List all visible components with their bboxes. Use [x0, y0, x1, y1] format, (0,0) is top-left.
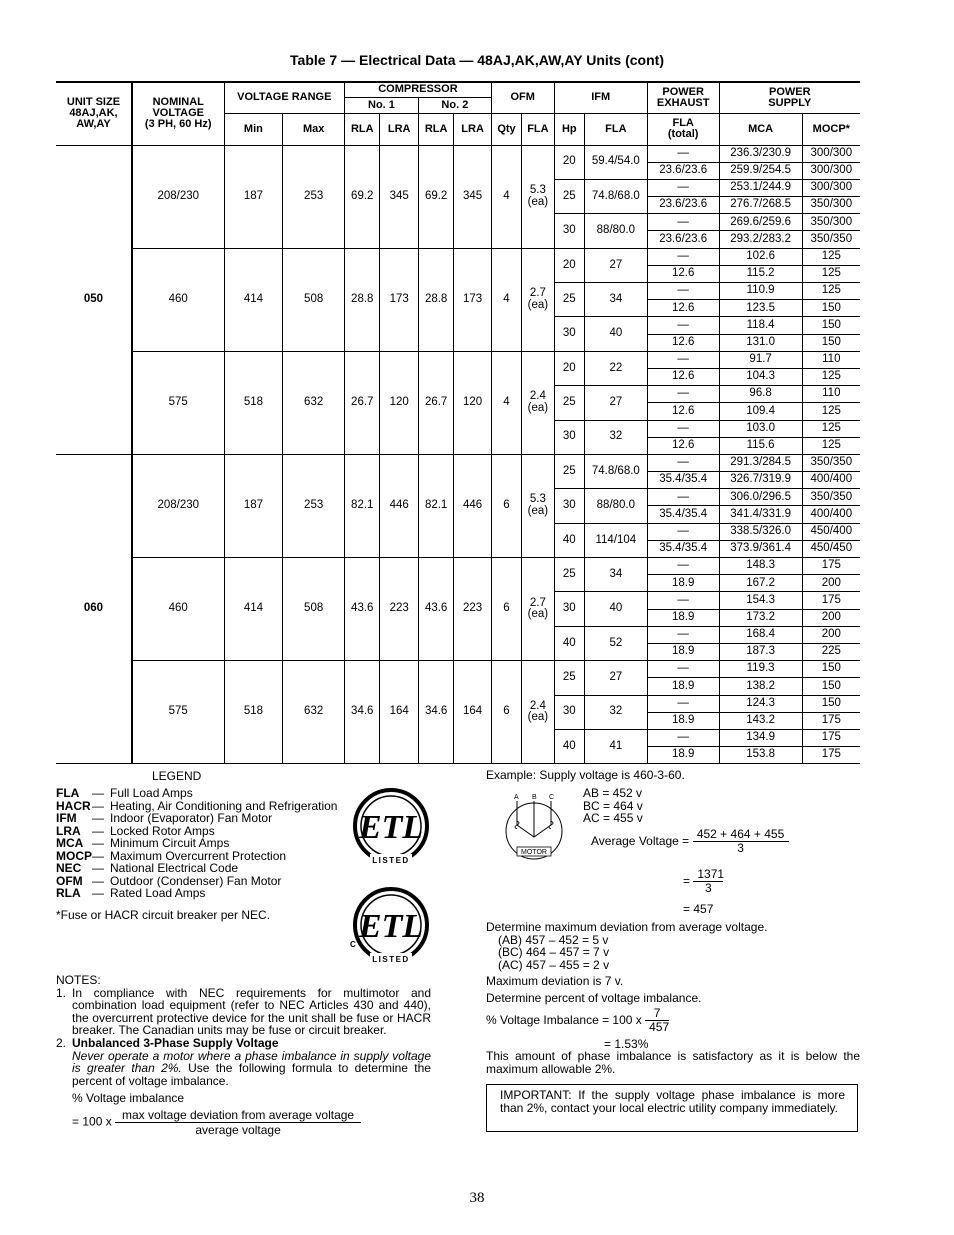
- mca-cell: 341.4/331.9: [719, 506, 802, 523]
- header-qty: Qty: [491, 113, 521, 145]
- compressor2-rla-cell: 34.6: [418, 661, 453, 764]
- power-exhaust-fla-cell: 35.4/35.4: [647, 506, 719, 523]
- compressor1-lra-cell: 164: [380, 661, 418, 764]
- mocp-cell: 175: [802, 747, 860, 764]
- notes: [56, 974, 431, 1087]
- power-exhaust-fla-cell: —: [647, 729, 719, 746]
- average-voltage-formula: Average Voltage = $\frac{452 + 464 + 455}{3}$: [591, 828, 789, 854]
- compressor1-rla-cell: 34.6: [345, 661, 380, 764]
- power-exhaust-fla-cell: —: [647, 626, 719, 643]
- header-nominal-voltage: NOMINAL VOLTAGE (3 PH, 60 Hz): [132, 82, 224, 145]
- ifm-fla-cell: 27: [584, 661, 647, 695]
- ofm-qty-cell: 4: [491, 351, 521, 454]
- percent-result: = 1.53%: [604, 1037, 649, 1051]
- mocp-cell: 125: [802, 265, 860, 282]
- ifm-hp-cell: 25: [554, 386, 584, 420]
- voltage-max-cell: 253: [283, 145, 345, 248]
- mocp-cell: 125: [802, 283, 860, 300]
- nominal-voltage-cell: 208/230: [132, 145, 224, 248]
- power-exhaust-fla-cell: —: [647, 248, 719, 265]
- legend-item: HACR — Heating, Air Conditioning and Refrigeration: [56, 798, 338, 813]
- mocp-cell: 150: [802, 300, 860, 317]
- mca-cell: 269.6/259.6: [719, 214, 802, 231]
- ifm-fla-cell: 114/104: [584, 523, 647, 557]
- compressor2-lra-cell: 223: [454, 558, 491, 661]
- legend-item: RLA — Rated Load Amps: [56, 886, 206, 900]
- voltage-max-cell: 632: [283, 661, 345, 764]
- motor-diagram: [503, 791, 573, 866]
- mocp-cell: 110: [802, 351, 860, 368]
- ifm-hp-cell: 40: [554, 523, 584, 557]
- voltage-min-cell: 414: [224, 558, 283, 661]
- max-deviation: Maximum deviation is 7 v.: [486, 974, 624, 988]
- unit-size-cell: 050: [56, 145, 132, 454]
- mca-cell: 291.3/284.5: [719, 454, 802, 471]
- power-exhaust-fla-cell: —: [647, 317, 719, 334]
- mca-cell: 109.4: [719, 403, 802, 420]
- legend-item: LRA — Locked Rotor Amps: [56, 823, 215, 838]
- ofm-fla-cell: 5.3 (ea): [522, 454, 554, 557]
- mca-cell: 154.3: [719, 592, 802, 609]
- ifm-hp-cell: 25: [554, 179, 584, 213]
- phase-voltages: AB = 452 v BC = 464 v AC = 455 v: [583, 786, 643, 826]
- power-exhaust-fla-cell: —: [647, 283, 719, 300]
- compressor1-rla-cell: 82.1: [345, 454, 380, 557]
- table-row: [56, 351, 860, 368]
- mca-cell: 168.4: [719, 626, 802, 643]
- header-voltage-range: VOLTAGE RANGE: [224, 82, 344, 113]
- imbalance-formula: = 100 x $\frac{\text{max voltage deviation from average voltage}}{\text{average voltage}}$: [72, 1108, 361, 1137]
- etl-c-listed-logo: [342, 887, 434, 974]
- mocp-cell: 350/350: [802, 231, 860, 248]
- svg-text:ETL: ETL: [358, 908, 424, 945]
- mca-cell: 96.8: [719, 386, 802, 403]
- mocp-cell: 150: [802, 678, 860, 695]
- compressor2-rla-cell: 26.7: [418, 351, 453, 454]
- ofm-fla-cell: 2.7 (ea): [522, 558, 554, 661]
- ifm-hp-cell: 30: [554, 489, 584, 523]
- table-title: Table 7 — Electrical Data — 48AJ,AK,AW,AY Units (cont): [290, 52, 664, 68]
- compressor2-rla-cell: 28.8: [418, 248, 453, 351]
- ifm-hp-cell: 30: [554, 317, 584, 351]
- mocp-cell: 150: [802, 334, 860, 351]
- ifm-hp-cell: 40: [554, 729, 584, 763]
- mocp-cell: 300/300: [802, 145, 860, 162]
- ifm-hp-cell: 30: [554, 695, 584, 729]
- ifm-fla-cell: 40: [584, 317, 647, 351]
- mocp-cell: 300/300: [802, 162, 860, 179]
- mca-cell: 259.9/254.5: [719, 162, 802, 179]
- electrical-data-table: [56, 81, 860, 764]
- ofm-fla-cell: 2.7 (ea): [522, 248, 554, 351]
- mca-cell: 326.7/319.9: [719, 472, 802, 489]
- ifm-fla-cell: 40: [584, 592, 647, 626]
- example-intro: Example: Supply voltage is 460-3-60.: [486, 768, 685, 782]
- ifm-fla-cell: 27: [584, 248, 647, 282]
- mca-cell: 103.0: [719, 420, 802, 437]
- header-min: Min: [224, 113, 283, 145]
- table-body: [56, 145, 860, 764]
- svg-text:MOTOR: MOTOR: [521, 849, 547, 856]
- voltage-min-cell: 518: [224, 661, 283, 764]
- power-exhaust-fla-cell: —: [647, 214, 719, 231]
- mca-cell: 124.3: [719, 695, 802, 712]
- mocp-cell: 400/400: [802, 472, 860, 489]
- power-exhaust-fla-cell: 12.6: [647, 334, 719, 351]
- ifm-fla-cell: 27: [584, 386, 647, 420]
- header-mocp: MOCP*: [802, 113, 860, 145]
- header-rla2: RLA: [418, 113, 453, 145]
- mca-cell: 187.3: [719, 643, 802, 660]
- power-exhaust-fla-cell: —: [647, 179, 719, 196]
- mca-cell: 306.0/296.5: [719, 489, 802, 506]
- notes-title: NOTES:: [56, 973, 101, 987]
- compressor2-lra-cell: 173: [454, 248, 491, 351]
- ifm-fla-cell: 74.8/68.0: [584, 179, 647, 213]
- power-exhaust-fla-cell: 18.9: [647, 575, 719, 592]
- legend-item: MOCP — Maximum Overcurrent Protection: [56, 848, 287, 863]
- power-exhaust-fla-cell: 35.4/35.4: [647, 472, 719, 489]
- mocp-cell: 125: [802, 403, 860, 420]
- mocp-cell: 150: [802, 317, 860, 334]
- power-exhaust-fla-cell: 12.6: [647, 368, 719, 385]
- power-exhaust-fla-cell: —: [647, 145, 719, 162]
- power-exhaust-fla-cell: 18.9: [647, 747, 719, 764]
- header-compressor-no2: No. 2: [418, 97, 491, 113]
- compressor1-rla-cell: 43.6: [345, 558, 380, 661]
- mocp-cell: 350/350: [802, 489, 860, 506]
- header-rla1: RLA: [345, 113, 380, 145]
- percent-title: Determine percent of voltage imbalance.: [486, 991, 702, 1005]
- mocp-cell: 175: [802, 558, 860, 575]
- mca-cell: 253.1/244.9: [719, 179, 802, 196]
- svg-text:C: C: [350, 940, 356, 949]
- svg-text:LISTED: LISTED: [372, 856, 410, 865]
- ifm-hp-cell: 40: [554, 626, 584, 660]
- mca-cell: 276.7/268.5: [719, 197, 802, 214]
- compressor2-lra-cell: 164: [454, 661, 491, 764]
- svg-text:A: A: [514, 794, 519, 801]
- power-exhaust-fla-cell: —: [647, 661, 719, 678]
- mca-cell: 134.9: [719, 729, 802, 746]
- compressor1-lra-cell: 446: [380, 454, 418, 557]
- svg-text:C: C: [549, 794, 555, 801]
- power-exhaust-fla-cell: 23.6/23.6: [647, 162, 719, 179]
- ifm-fla-cell: 32: [584, 695, 647, 729]
- legend-title: LEGEND: [152, 769, 202, 783]
- ifm-hp-cell: 25: [554, 454, 584, 488]
- compressor2-rla-cell: 43.6: [418, 558, 453, 661]
- mocp-cell: 350/300: [802, 214, 860, 231]
- mocp-cell: 350/300: [802, 197, 860, 214]
- ofm-qty-cell: 6: [491, 454, 521, 557]
- power-exhaust-fla-cell: 35.4/35.4: [647, 540, 719, 557]
- power-exhaust-fla-cell: —: [647, 351, 719, 368]
- mca-cell: 118.4: [719, 317, 802, 334]
- power-exhaust-fla-cell: —: [647, 454, 719, 471]
- ifm-hp-cell: 25: [554, 558, 584, 592]
- note-1: 1. In compliance with NEC requirements for multimotor and combination load equipment (refer to NEC Articles 430 and 440), the overcurrent protective device for the unit shall be fuse or HACR breaker. The Canadian units may be fuse or circuit breaker.: [56, 985, 431, 1038]
- mca-cell: 138.2: [719, 678, 802, 695]
- voltage-max-cell: 632: [283, 351, 345, 454]
- ofm-qty-cell: 6: [491, 661, 521, 764]
- power-exhaust-fla-cell: —: [647, 386, 719, 403]
- ifm-fla-cell: 34: [584, 283, 647, 317]
- ifm-hp-cell: 20: [554, 351, 584, 385]
- header-compressor: COMPRESSOR: [345, 82, 492, 97]
- mocp-cell: 125: [802, 420, 860, 437]
- mca-cell: 110.9: [719, 283, 802, 300]
- unit-size-cell: 060: [56, 454, 132, 763]
- mca-cell: 102.6: [719, 248, 802, 265]
- ofm-fla-cell: 2.4 (ea): [522, 351, 554, 454]
- average-voltage-step2: = $\frac{1371}{3}$: [683, 867, 725, 895]
- mca-cell: 143.2: [719, 712, 802, 729]
- mca-cell: 153.8: [719, 747, 802, 764]
- mocp-cell: 200: [802, 626, 860, 643]
- ofm-fla-cell: 2.4 (ea): [522, 661, 554, 764]
- voltage-min-cell: 187: [224, 454, 283, 557]
- page-number: 38: [469, 1190, 485, 1206]
- header-ofm-fla: FLA: [522, 113, 554, 145]
- legend-item: OFM — Outdoor (Condenser) Fan Motor: [56, 873, 282, 888]
- mca-cell: 131.0: [719, 334, 802, 351]
- mocp-cell: 450/400: [802, 523, 860, 540]
- footnote: *Fuse or HACR circuit breaker per NEC.: [56, 908, 271, 922]
- power-exhaust-fla-cell: 18.9: [647, 712, 719, 729]
- ifm-hp-cell: 30: [554, 214, 584, 248]
- table-row: [56, 248, 860, 265]
- mocp-cell: 110: [802, 386, 860, 403]
- table-row: [56, 454, 860, 471]
- ifm-fla-cell: 74.8/68.0: [584, 454, 647, 488]
- mca-cell: 91.7: [719, 351, 802, 368]
- compressor2-rla-cell: 82.1: [418, 454, 453, 557]
- conclusion: This amount of phase imbalance is satisfactory as it is below the maximum allowable 2%.: [486, 1049, 860, 1076]
- header-hp: Hp: [554, 113, 584, 145]
- ofm-qty-cell: 4: [491, 145, 521, 248]
- mca-cell: 373.9/361.4: [719, 540, 802, 557]
- etl-listed-logo: [350, 786, 432, 875]
- ifm-fla-cell: 34: [584, 558, 647, 592]
- power-exhaust-fla-cell: 18.9: [647, 643, 719, 660]
- mca-cell: 293.2/283.2: [719, 231, 802, 248]
- power-exhaust-fla-cell: 18.9: [647, 609, 719, 626]
- header-max: Max: [283, 113, 345, 145]
- ifm-hp-cell: 25: [554, 661, 584, 695]
- mca-cell: 115.6: [719, 437, 802, 454]
- mca-cell: 338.5/326.0: [719, 523, 802, 540]
- important-note: IMPORTANT: If the supply voltage phase imbalance is more than 2%, contact your local electric utility company immediately.: [486, 1084, 858, 1132]
- svg-text:B: B: [532, 794, 537, 801]
- pct-imbalance-label: % Voltage imbalance: [72, 1091, 185, 1105]
- mca-cell: 119.3: [719, 661, 802, 678]
- nominal-voltage-cell: 575: [132, 661, 224, 764]
- header-ofm: OFM: [491, 82, 554, 113]
- ifm-fla-cell: 88/80.0: [584, 489, 647, 523]
- ifm-hp-cell: 25: [554, 283, 584, 317]
- compressor2-lra-cell: 120: [454, 351, 491, 454]
- ifm-fla-cell: 22: [584, 351, 647, 385]
- ifm-hp-cell: 30: [554, 420, 584, 454]
- power-exhaust-fla-cell: 23.6/23.6: [647, 197, 719, 214]
- header-lra1: LRA: [380, 113, 418, 145]
- compressor2-lra-cell: 345: [454, 145, 491, 248]
- voltage-min-cell: 414: [224, 248, 283, 351]
- percent-formula: % Voltage Imbalance = 100 x $\frac{7}{457}$: [486, 1006, 670, 1034]
- power-exhaust-fla-cell: 18.9: [647, 678, 719, 695]
- header-mca: MCA: [719, 113, 802, 145]
- mca-cell: 115.2: [719, 265, 802, 282]
- power-exhaust-fla-cell: —: [647, 523, 719, 540]
- ifm-hp-cell: 30: [554, 592, 584, 626]
- ifm-fla-cell: 88/80.0: [584, 214, 647, 248]
- mocp-cell: 150: [802, 661, 860, 678]
- ifm-fla-cell: 52: [584, 626, 647, 660]
- mocp-cell: 225: [802, 643, 860, 660]
- mocp-cell: 300/300: [802, 179, 860, 196]
- mca-cell: 104.3: [719, 368, 802, 385]
- voltage-min-cell: 187: [224, 145, 283, 248]
- mocp-cell: 200: [802, 609, 860, 626]
- ofm-qty-cell: 6: [491, 558, 521, 661]
- compressor1-lra-cell: 345: [380, 145, 418, 248]
- mocp-cell: 450/450: [802, 540, 860, 557]
- mocp-cell: 200: [802, 575, 860, 592]
- mca-cell: 236.3/230.9: [719, 145, 802, 162]
- ifm-fla-cell: 32: [584, 420, 647, 454]
- ofm-fla-cell: 5.3 (ea): [522, 145, 554, 248]
- voltage-max-cell: 508: [283, 248, 345, 351]
- nominal-voltage-cell: 208/230: [132, 454, 224, 557]
- ofm-qty-cell: 4: [491, 248, 521, 351]
- header-power-exhaust: POWER EXHAUST: [647, 82, 719, 113]
- mca-cell: 123.5: [719, 300, 802, 317]
- compressor1-lra-cell: 173: [380, 248, 418, 351]
- compressor2-lra-cell: 446: [454, 454, 491, 557]
- power-exhaust-fla-cell: 12.6: [647, 437, 719, 454]
- voltage-max-cell: 508: [283, 558, 345, 661]
- ifm-hp-cell: 20: [554, 248, 584, 282]
- ifm-hp-cell: 20: [554, 145, 584, 179]
- power-exhaust-fla-cell: —: [647, 420, 719, 437]
- header-power-supply: POWER SUPPLY: [719, 82, 860, 113]
- legend-item: MCA — Minimum Circuit Amps: [56, 836, 230, 850]
- power-exhaust-fla-cell: 23.6/23.6: [647, 231, 719, 248]
- table-row: [56, 661, 860, 678]
- mocp-cell: 150: [802, 695, 860, 712]
- svg-text:LISTED: LISTED: [372, 955, 410, 964]
- nominal-voltage-cell: 460: [132, 558, 224, 661]
- power-exhaust-fla-cell: 12.6: [647, 403, 719, 420]
- mocp-cell: 350/350: [802, 454, 860, 471]
- compressor1-rla-cell: 26.7: [345, 351, 380, 454]
- power-exhaust-fla-cell: —: [647, 558, 719, 575]
- mca-cell: 167.2: [719, 575, 802, 592]
- header-pe-fla: FLA (total): [647, 113, 719, 145]
- mocp-cell: 125: [802, 437, 860, 454]
- mocp-cell: 125: [802, 368, 860, 385]
- average-voltage-result: = 457: [683, 902, 714, 916]
- table-row: [56, 558, 860, 575]
- mocp-cell: 175: [802, 592, 860, 609]
- mca-cell: 173.2: [719, 609, 802, 626]
- nominal-voltage-cell: 575: [132, 351, 224, 454]
- legend-item: FLA — Full Load Amps: [56, 786, 193, 800]
- power-exhaust-fla-cell: —: [647, 695, 719, 712]
- header-compressor-no1: No. 1: [345, 97, 419, 113]
- deviation-block: Determine maximum deviation from average voltage. (AB) 457 – 452 = 5 v (BC) 464 – 457 = 7 v (AC) 457 – 455 = 2 v: [486, 920, 768, 972]
- compressor2-rla-cell: 69.2: [418, 145, 453, 248]
- ifm-fla-cell: 59.4/54.0: [584, 145, 647, 179]
- compressor1-rla-cell: 28.8: [345, 248, 380, 351]
- ifm-fla-cell: 41: [584, 729, 647, 763]
- power-exhaust-fla-cell: —: [647, 592, 719, 609]
- mca-cell: 148.3: [719, 558, 802, 575]
- compressor1-lra-cell: 223: [380, 558, 418, 661]
- table-row: [56, 145, 860, 162]
- header-lra2: LRA: [454, 113, 491, 145]
- nominal-voltage-cell: 460: [132, 248, 224, 351]
- power-exhaust-fla-cell: 12.6: [647, 300, 719, 317]
- mocp-cell: 175: [802, 729, 860, 746]
- power-exhaust-fla-cell: 12.6: [647, 265, 719, 282]
- legend: [56, 787, 337, 900]
- power-exhaust-fla-cell: —: [647, 489, 719, 506]
- legend-item: IFM — Indoor (Evaporator) Fan Motor: [56, 811, 273, 825]
- voltage-min-cell: 518: [224, 351, 283, 454]
- svg-text:ETL: ETL: [358, 809, 424, 846]
- compressor1-rla-cell: 69.2: [345, 145, 380, 248]
- header-unit-size: UNIT SIZE 48AJ,AK, AW,AY: [56, 82, 132, 145]
- mocp-cell: 125: [802, 248, 860, 265]
- compressor1-lra-cell: 120: [380, 351, 418, 454]
- header-ifm-fla: FLA: [584, 113, 647, 145]
- mocp-cell: 400/400: [802, 506, 860, 523]
- note-2: 2. Unbalanced 3-Phase Supply Voltage Never operate a motor where a phase imbalance in supply voltage is greater than 2%. Use the following formula to determine the percent of voltage imbalance.: [56, 1035, 431, 1088]
- voltage-max-cell: 253: [283, 454, 345, 557]
- header-ifm: IFM: [554, 82, 647, 113]
- legend-item: NEC — National Electrical Code: [56, 861, 239, 875]
- mocp-cell: 175: [802, 712, 860, 729]
